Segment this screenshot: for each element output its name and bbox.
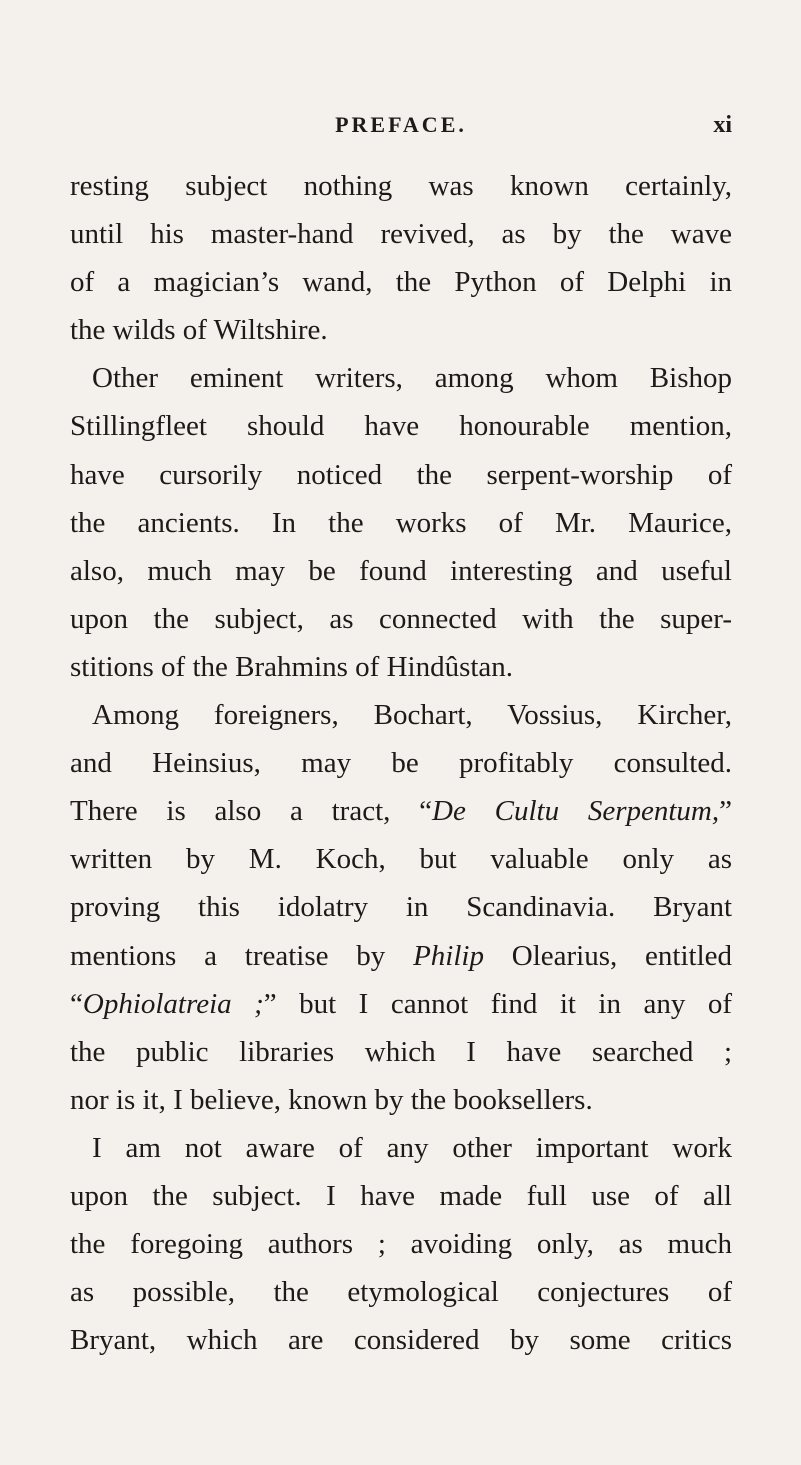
text-line: until his master-hand revived, as by the wave <box>70 218 732 251</box>
text-line: resting subject nothing was known certainly, <box>70 170 732 202</box>
text-line: stitions of the Brahmins of Hindûstan. <box>70 650 514 683</box>
text-line: Stillingfleet should have honourable mention, <box>70 410 732 443</box>
text-line: the wilds of Wiltshire. <box>70 314 328 347</box>
text-run: “ <box>70 987 83 1020</box>
page-number: xi <box>713 112 732 138</box>
running-title: PREFACE. <box>335 112 467 137</box>
text-line: Among foreigners, Bochart, Vossius, Kircher, <box>92 699 732 732</box>
italic-title: De Cultu Serpentum, <box>432 795 720 828</box>
text-line: Other eminent writers, among whom Bishop <box>92 362 732 395</box>
text-line: proving this idolatry in Scandinavia. Bryant <box>70 891 732 924</box>
text-line: the foregoing authors ; avoiding only, as much <box>70 1228 732 1261</box>
text-line: nor is it, I believe, known by the booksellers. <box>70 1083 593 1116</box>
text-run: ” <box>719 795 732 828</box>
italic-title: Ophiolatreia ; <box>82 987 264 1020</box>
text-line: also, much may be found interesting and useful <box>70 554 732 587</box>
text-line <box>70 980 732 1028</box>
text-line <box>70 932 732 980</box>
running-header <box>70 112 732 142</box>
text-line: upon the subject. I have made full use of all <box>70 1179 732 1212</box>
text-line <box>70 787 732 835</box>
text-line: of a magician’s wand, the Python of Delphi in <box>70 266 732 299</box>
text-run: mentions a treatise by <box>70 939 414 972</box>
text-run: There is also a tract, “ <box>70 795 433 828</box>
text-line: written by M. Koch, but valuable only as <box>70 843 732 876</box>
text-line: and Heinsius, may be profitably consulted. <box>70 747 732 780</box>
text-line: have cursorily noticed the serpent-worship of <box>70 458 732 491</box>
text-line: I am not aware of any other important work <box>92 1131 732 1164</box>
text-run: Olearius, entitled <box>483 939 733 972</box>
text-line: upon the subject, as connected with the super- <box>70 602 732 635</box>
text-line: Bryant, which are considered by some critics <box>70 1324 732 1357</box>
italic-name: Philip <box>413 939 484 972</box>
text-line: as possible, the etymological conjectures of <box>70 1276 732 1309</box>
body-text <box>70 162 732 1364</box>
text-line: the ancients. In the works of Mr. Maurice, <box>70 506 732 539</box>
text-run: ” but I cannot find it in any of <box>263 987 732 1020</box>
text-line: the public libraries which I have searched ; <box>70 1035 732 1068</box>
